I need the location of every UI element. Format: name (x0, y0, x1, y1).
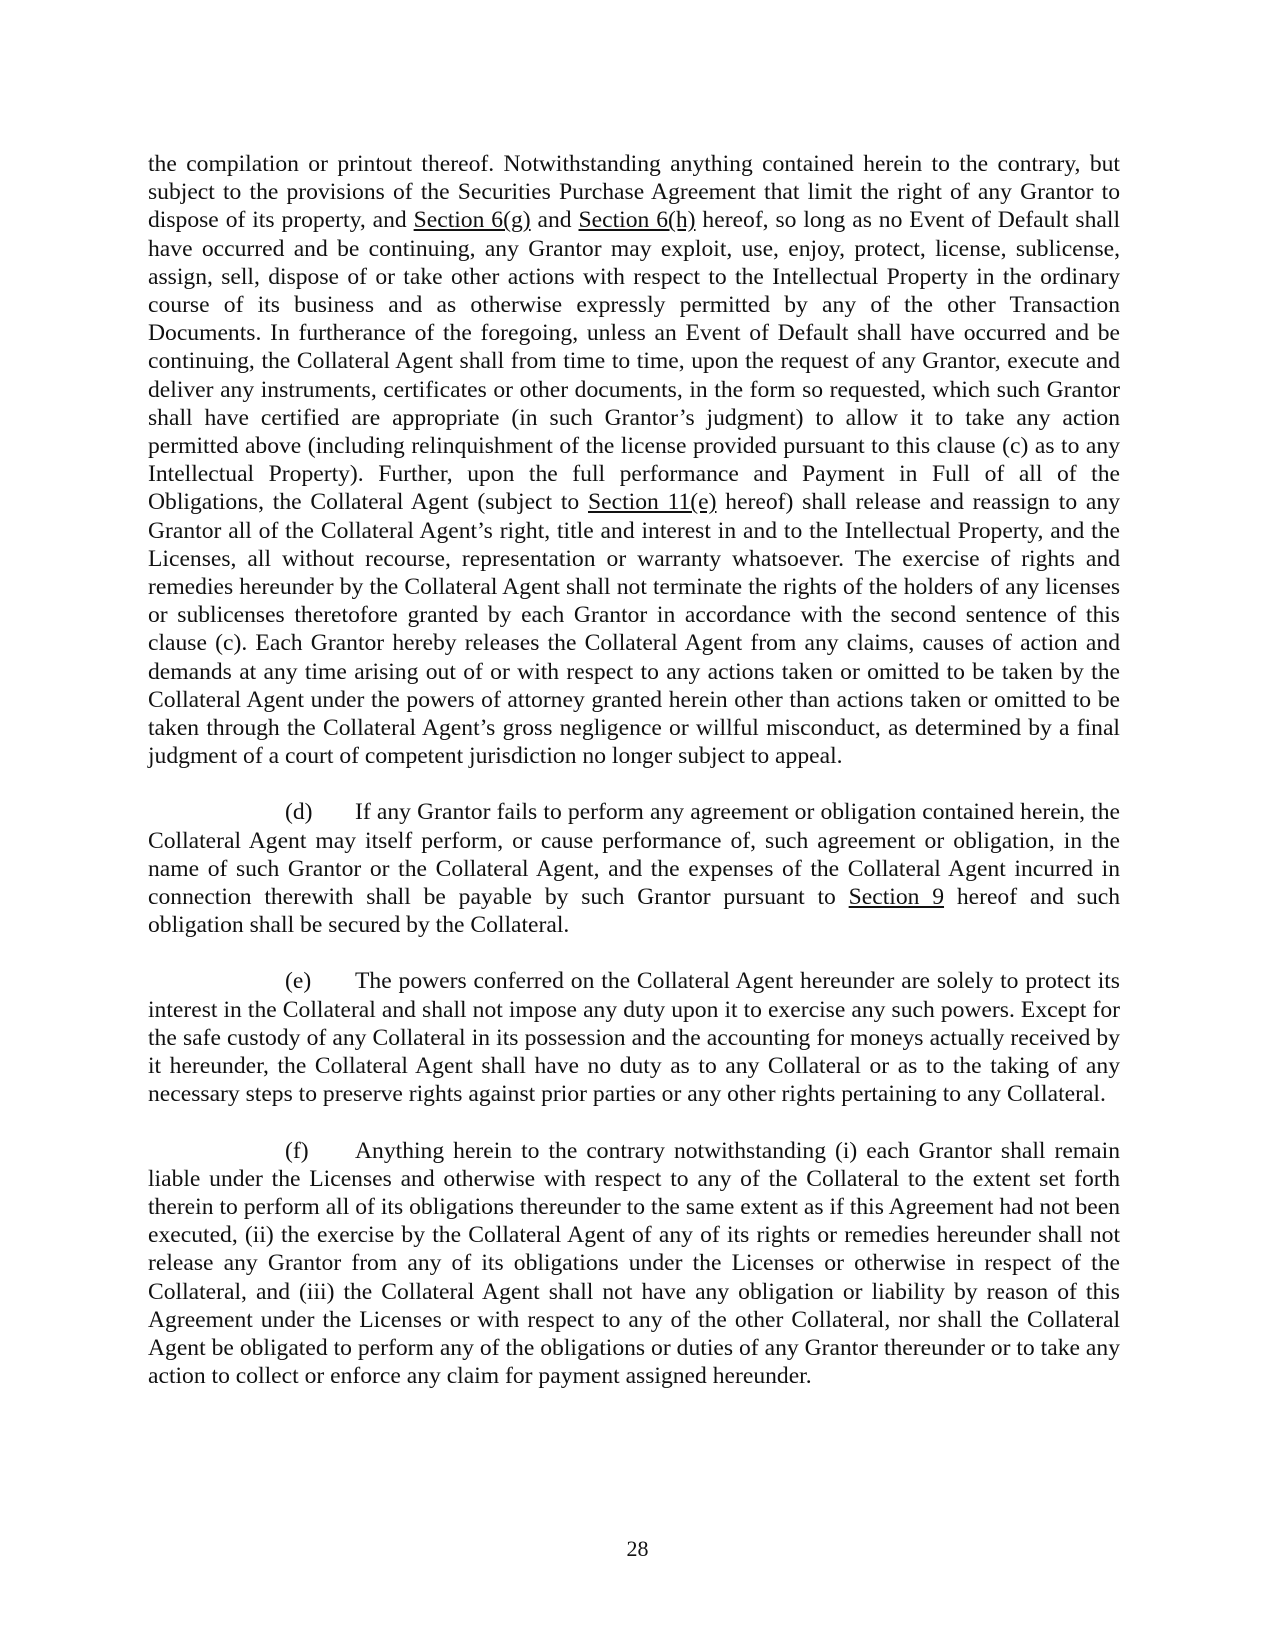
clause-f (148, 1137, 1120, 1391)
clause-text: The powers conferred on the Collateral Agent hereunder are solely to protect its interest in the Collateral and shall not impose any duty upon it to exercise any such powers. Except for the safe custody of any Collateral in its possession and the accounting for moneys actually received by it hereunder, the Collateral Agent shall have no duty as to any Collateral or as to the taking of any necessary steps to preserve rights against prior parties or any other rights pertaining to any Collateral. (148, 968, 1120, 1108)
section-reference-11e: Section 11(e) (588, 489, 717, 516)
clause-d (148, 798, 1120, 939)
clause-text: If any Grantor fails to perform any agreement or obligation contained herein, the Collateral Agent may itself perform, or cause performance of, such agreement or obligation, in the name of such Grantor or the Collateral Agent, and the expenses of the Collateral Agent incurred in connection therewith shall be payable by such Grantor pursuant to (148, 799, 1120, 911)
clause-label: (e) (285, 968, 312, 995)
paragraph-text: and (530, 207, 579, 234)
section-reference-9: Section 9 (848, 884, 945, 911)
clause-text: Anything herein to the contrary notwithstanding (i) each Grantor shall remain liable under the Licenses and otherwise with respect to any of the Collateral to the extent set forth therein to perform all of its obligations thereunder to the same extent as if this Agreement had not been executed, (ii) the exercise by the Collateral Agent of any of its rights or remedies hereunder shall not release any Grantor from any of its obligations under the Licenses or otherwise in respect of the Collateral, and (iii) the Collateral Agent shall not have any obligation or liability by reason of this Agreement under the Licenses or with respect to any of the other Collateral, nor shall the Collateral Agent be obligated to perform any of the obligations or duties of any Grantor thereunder or to take any action to collect or enforce any claim for payment assigned hereunder. (148, 1137, 1120, 1390)
paragraph-text: hereof, so long as no Event of Default shall have occurred and be continuing, any Grantor may exploit, use, enjoy, protect, license, sublicense, assign, sell, dispose of or take other actions with respect to the Intellectual Property in the ordinary course of its business and as otherwise expressly permitted by any of the other Transaction Documents. In furtherance of the foregoing, unless an Event of Default shall have occurred and be continuing, the Collateral Agent shall from time to time, upon the request of any Grantor, execute and deliver any instruments, certificates or other documents, in the form so requested, which such Grantor shall have certified are appropriate (in such Grantor’s judgment) to allow it to take any action permitted above (including relinquishment of the license provided pursuant to this clause (c) as to any Intellectual Property). Further, upon the full performance and Payment in Full of all of the Obligations, the Collateral Agent (subject to (148, 207, 1120, 516)
page-number: 28 (626, 1536, 649, 1561)
paragraph-text: the compilation or printout thereof. Notwithstanding anything contained herein to the contrary, but subject to the provisions of the Securities Purchase Agreement that limit the right of any Grantor to dispose of its property, and (148, 151, 1120, 234)
document-page (148, 150, 1120, 1418)
continuation-paragraph (148, 150, 1120, 770)
clause-e (148, 967, 1120, 1108)
section-reference-6h: Section 6(h) (578, 207, 696, 234)
paragraph-text: hereof) shall release and reassign to any Grantor all of the Collateral Agent’s right, title and interest in and to the Intellectual Property, and the Licenses, all without recourse, representation or warranty whatsoever. The exercise of rights and remedies hereunder by the Collateral Agent shall not terminate the rights of the holders of any licenses or sublicenses theretofore granted by each Grantor in accordance with the second sentence of this clause (c). Each Grantor hereby releases the Collateral Agent from any claims, causes of action and demands at any time arising out of or with respect to any actions taken or omitted to be taken by the Collateral Agent under the powers of attorney granted herein other than actions taken or omitted to be taken through the Collateral Agent’s gross negligence or willful misconduct, as determined by a final judgment of a court of competent jurisdiction no longer subject to appeal. (148, 489, 1120, 770)
section-reference-6g: Section 6(g) (413, 207, 531, 234)
clause-text: hereof and such obligation shall be secured by the Collateral. (148, 884, 1121, 939)
clause-label: (f) (285, 1137, 309, 1164)
clause-label: (d) (285, 799, 313, 826)
